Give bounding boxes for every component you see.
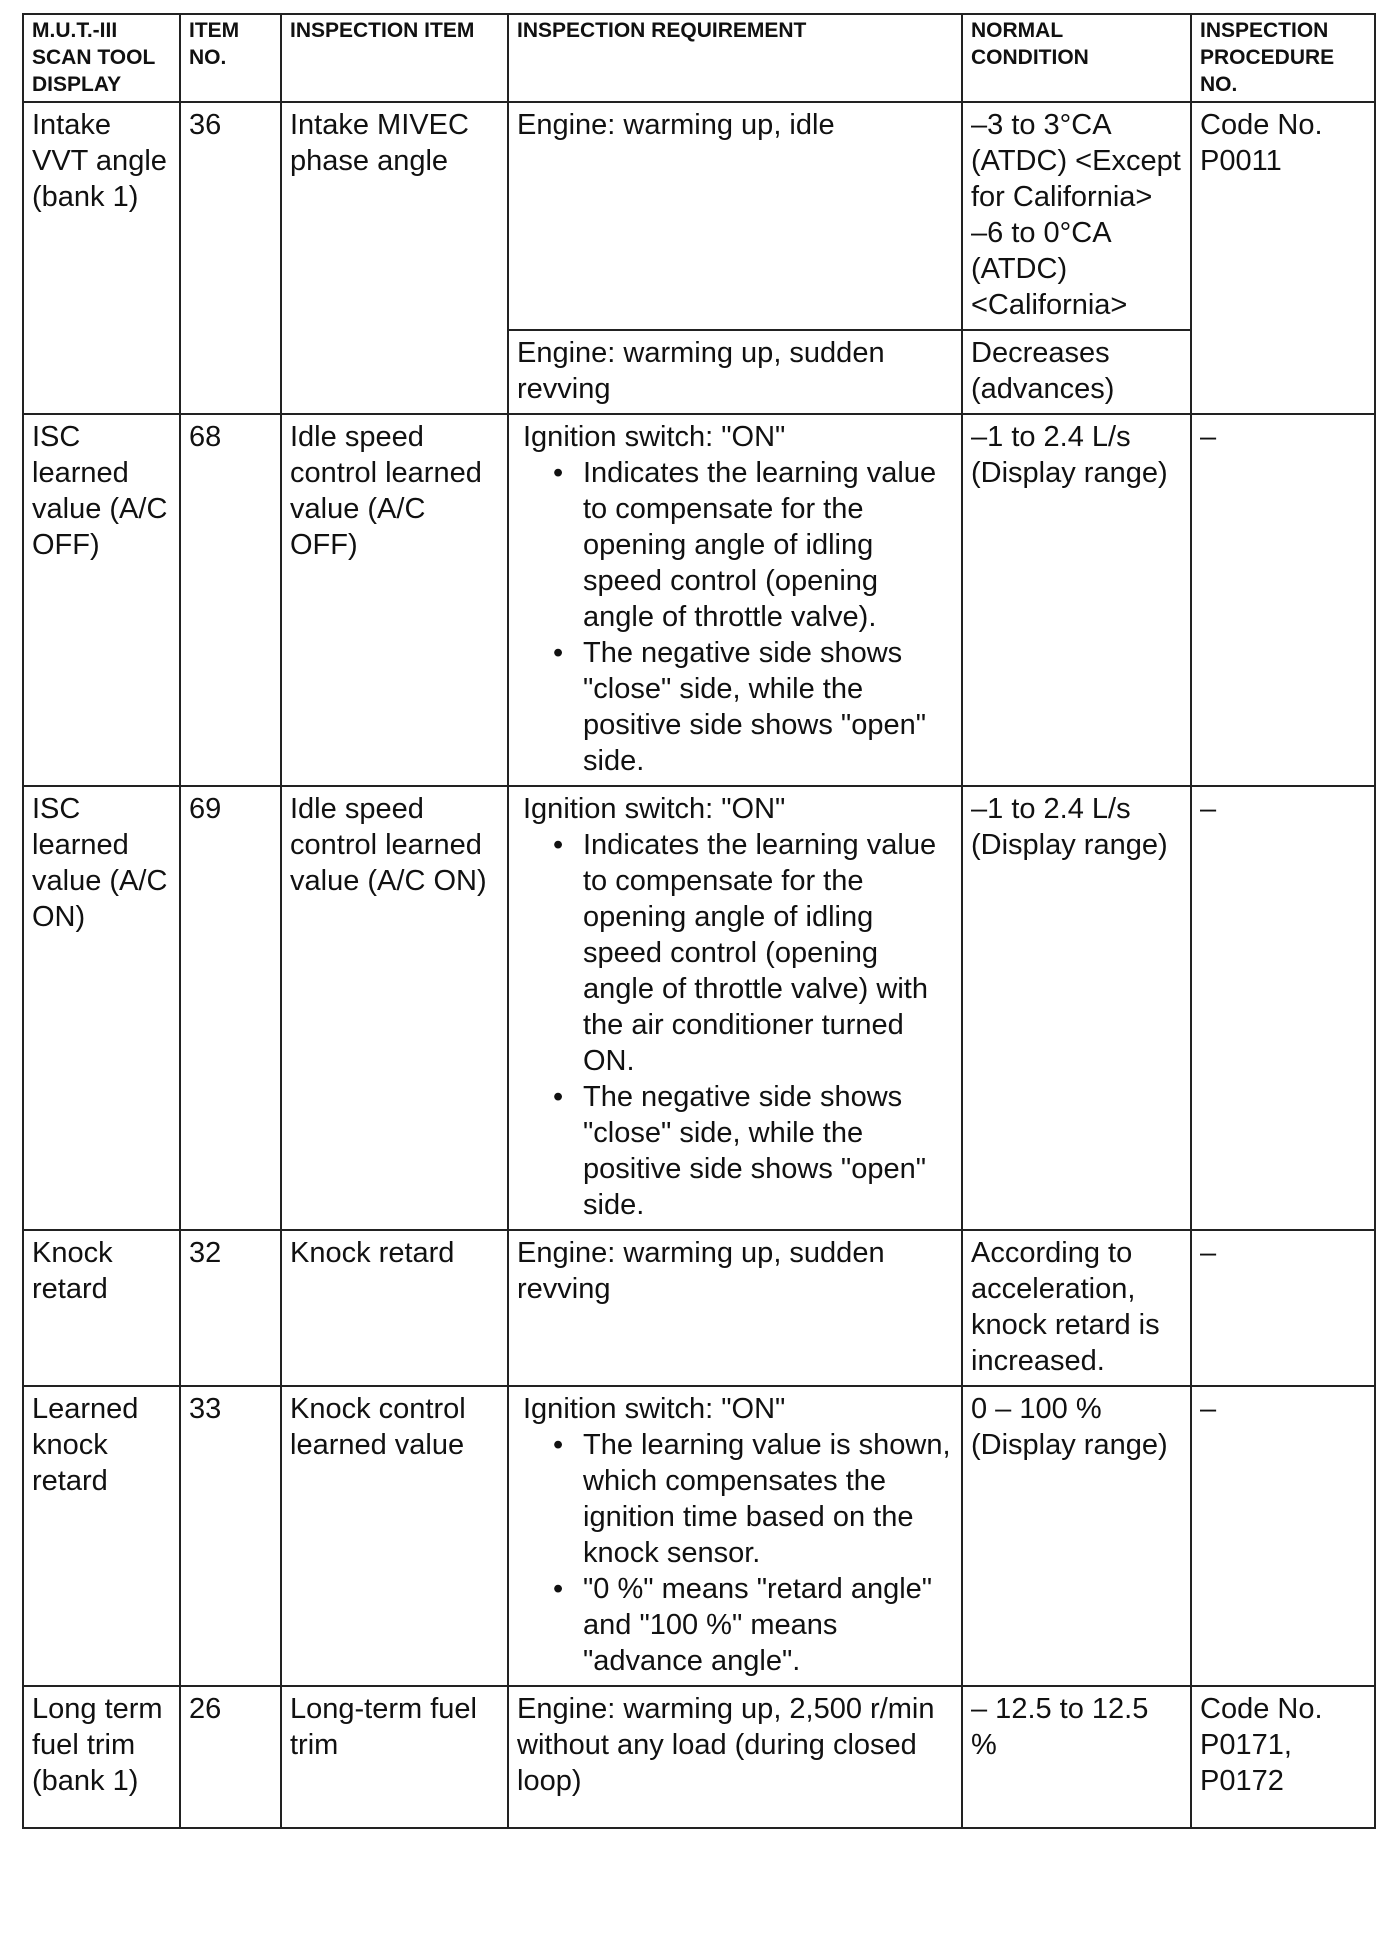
cell-requirement: Engine: warming up, sudden revving — [508, 330, 962, 414]
normal-california: –6 to 0°CA (ATDC) <California> — [971, 217, 1128, 321]
list-item: • Indicates the learning value to compensate for the opening angle of idling speed control (opening angle of throttle valve) with the air conditioner turned ON. — [583, 827, 953, 1079]
header-item: INSPECTION ITEM — [281, 14, 508, 102]
cell-display: Long term fuel trim (bank 1) — [23, 1686, 180, 1828]
cell-item: Knock control learned value — [281, 1386, 508, 1686]
table-row — [23, 1230, 1375, 1386]
table-row — [23, 1386, 1375, 1686]
list-item: • The negative side shows "close" side, while the positive side shows "open" side. — [583, 1079, 953, 1223]
cell-requirement: Engine: warming up, sudden revving — [508, 1230, 962, 1386]
cell-normal — [962, 102, 1191, 330]
table-row — [23, 102, 1375, 330]
cell-item: Idle speed control learned value (A/C ON) — [281, 786, 508, 1230]
requirement-bullets — [523, 827, 953, 1223]
cell-item-no: 36 — [180, 102, 281, 414]
cell-item-no: 32 — [180, 1230, 281, 1386]
cell-display: ISC learned value (A/C ON) — [23, 786, 180, 1230]
inspection-table — [22, 13, 1376, 1829]
cell-requirement — [508, 414, 962, 786]
cell-item: Intake MIVEC phase angle — [281, 102, 508, 414]
cell-normal: 0 – 100 % (Display range) — [962, 1386, 1191, 1686]
cell-normal: – 12.5 to 12.5 % — [962, 1686, 1191, 1828]
cell-item-no: 26 — [180, 1686, 281, 1828]
cell-item: Knock retard — [281, 1230, 508, 1386]
cell-display: Intake VVT angle (bank 1) — [23, 102, 180, 414]
table-row — [23, 1686, 1375, 1828]
requirement-bullets — [523, 455, 953, 779]
list-item: • The learning value is shown, which compensates the ignition time based on the knock sensor. — [583, 1427, 953, 1571]
cell-procedure: – — [1191, 786, 1375, 1230]
header-normal: NORMAL CONDITION — [962, 14, 1191, 102]
requirement-title: Ignition switch: "ON" — [523, 1393, 786, 1425]
cell-requirement — [508, 786, 962, 1230]
header-row — [23, 14, 1375, 102]
cell-normal: According to acceleration, knock retard is increased. — [962, 1230, 1191, 1386]
cell-requirement: Engine: warming up, idle — [508, 102, 962, 330]
header-display: M.U.T.-III SCAN TOOL DISPLAY — [23, 14, 180, 102]
list-item: • The negative side shows "close" side, while the positive side shows "open" side. — [583, 635, 953, 779]
cell-display: Knock retard — [23, 1230, 180, 1386]
header-procedure: INSPECTION PROCEDURE NO. — [1191, 14, 1375, 102]
requirement-title: Ignition switch: "ON" — [523, 793, 786, 825]
header-requirement: INSPECTION REQUIREMENT — [508, 14, 962, 102]
table-row — [23, 786, 1375, 1230]
cell-normal: –1 to 2.4 L/s (Display range) — [962, 786, 1191, 1230]
cell-procedure: – — [1191, 1230, 1375, 1386]
cell-requirement — [508, 1386, 962, 1686]
requirement-bullets — [523, 1427, 953, 1679]
table-row — [23, 414, 1375, 786]
normal-except-california: –3 to 3°CA (ATDC) <Except for California> — [971, 109, 1181, 213]
list-item: • Indicates the learning value to compensate for the opening angle of idling speed control (opening angle of throttle valve). — [583, 455, 953, 635]
requirement-title: Ignition switch: "ON" — [523, 421, 786, 453]
cell-requirement: Engine: warming up, 2,500 r/min without any load (during closed loop) — [508, 1686, 962, 1828]
list-item: • "0 %" means "retard angle" and "100 %" means "advance angle". — [583, 1571, 953, 1679]
cell-procedure: Code No. P0011 — [1191, 102, 1375, 414]
cell-item-no: 69 — [180, 786, 281, 1230]
header-item-no: ITEM NO. — [180, 14, 281, 102]
cell-item-no: 68 — [180, 414, 281, 786]
cell-normal: Decreases (advances) — [962, 330, 1191, 414]
cell-normal: –1 to 2.4 L/s (Display range) — [962, 414, 1191, 786]
cell-procedure: – — [1191, 1386, 1375, 1686]
cell-display: Learned knock retard — [23, 1386, 180, 1686]
cell-procedure: Code No. P0171, P0172 — [1191, 1686, 1375, 1828]
cell-procedure: – — [1191, 414, 1375, 786]
cell-item-no: 33 — [180, 1386, 281, 1686]
cell-item: Idle speed control learned value (A/C OFF) — [281, 414, 508, 786]
cell-item: Long-term fuel trim — [281, 1686, 508, 1828]
cell-display: ISC learned value (A/C OFF) — [23, 414, 180, 786]
